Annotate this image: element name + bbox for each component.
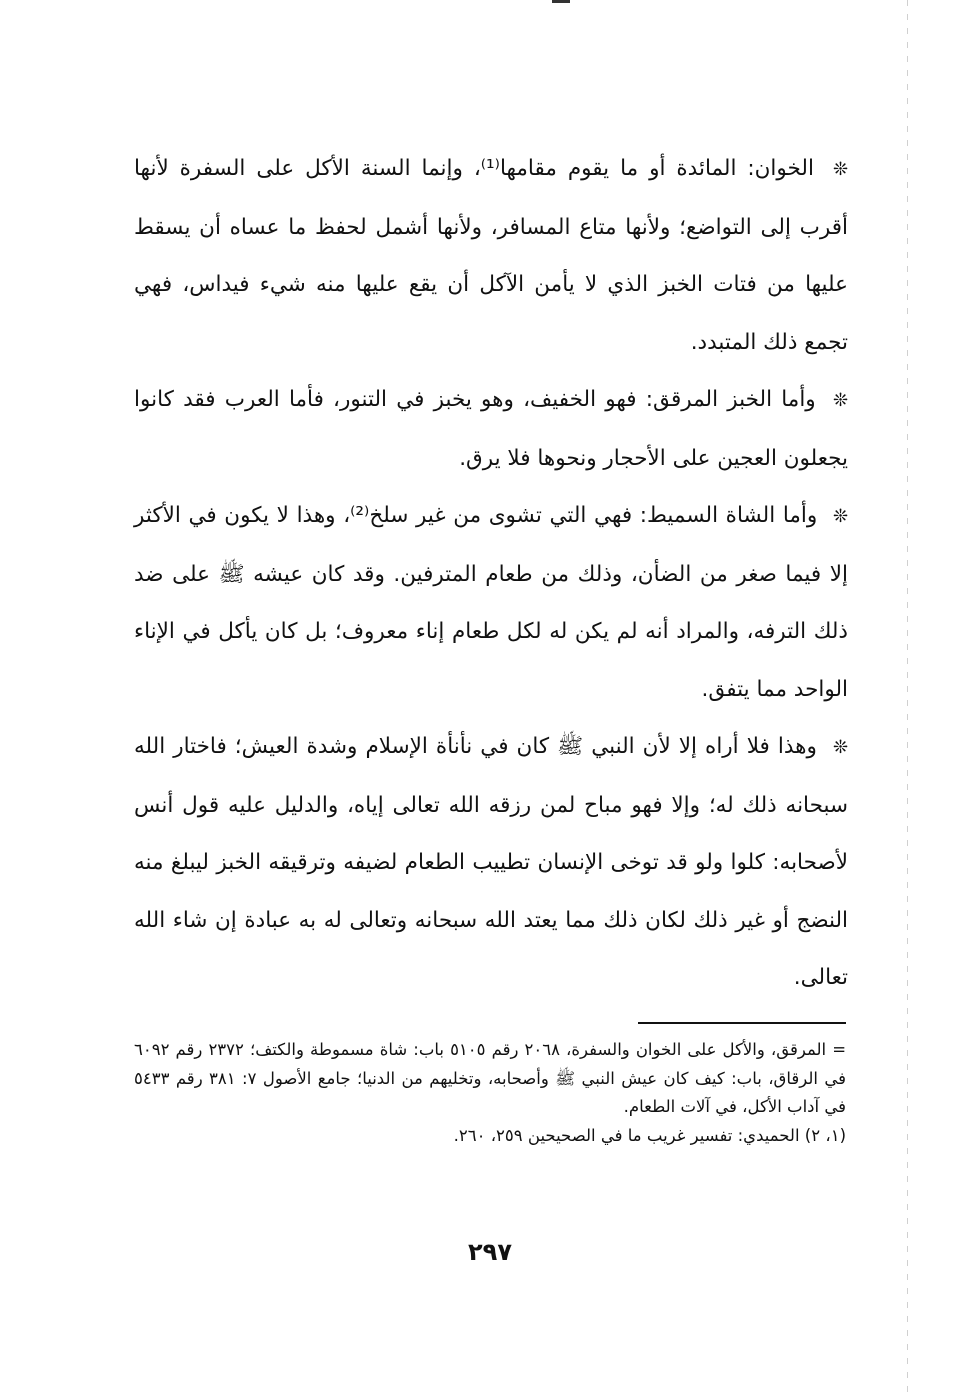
- paragraph-text: وهذا فلا أراه إلا لأن النبي ﷺ كان في نأنأة الإسلام وشدة العيش؛ فاختار الله سبحانه ذلك له؛ وإلا فهو مباح لمن رزقه الله تعالى إياه، والدليل عليه قول أنس لأصحابه: كلوا ولو قد توخى الإنسان تطييب الطعام لضيفه وترقيقه الخبز ليبلغ منه النضج أو غير ذلك لكان ذلك مما يعتد الله سبحانه وتعالى له به عبادة إن شاء الله تعالى.: [134, 734, 848, 990]
- footnote-continuation: = المرقق، والأكل على الخوان والسفرة، ٢٠٦٨ رقم ٥١٠٥ باب: شاة مسموطة والكتف؛ ٢٣٧٢ رقم ٦٠٩٢ في الرقاق، باب: كيف كان عيش النبي ﷺ وأصحابه، وتخليهم من الدنيا؛ جامع الأصول ٧: ٣٨١ رقم ٥٤٣٣ في آداب الأكل، في آلات الطعام.: [134, 1040, 847, 1116]
- paragraph-marker: ❊: [832, 506, 848, 527]
- paragraph-khiwan: [134, 140, 848, 371]
- paragraph-samit: [134, 487, 848, 718]
- paragraph-marker: ❊: [832, 737, 848, 758]
- paragraph-conclusion: [134, 718, 848, 1007]
- paragraph-text: الخوان: المائدة أو ما يقوم مقامها⁽¹⁾، وإنما السنة الأكل على السفرة لأنها أقرب إلى التواضع؛ ولأنها متاع المسافر، ولأنها أشمل لحفظ ما عساه أن يسقط عليها من فتات الخبز الذي لا يأمن الآكل أن يقع عليها منه شيء فيداس، فهي تجمع ذلك المتبدد.: [134, 156, 848, 355]
- paragraph-marker: ❊: [832, 159, 848, 180]
- page-edge-line: [907, 0, 908, 1394]
- page-number: ٢٩٧: [468, 1238, 512, 1266]
- scan-mark: [552, 0, 570, 3]
- paragraph-marker: ❊: [832, 390, 849, 411]
- main-text: [134, 140, 848, 1007]
- footnote-divider: [638, 1022, 846, 1024]
- footnote-1-2: (١، ٢) الحميدي: تفسير غريب ما في الصحيحين ٢٥٩، ٢٦٠.: [453, 1125, 846, 1145]
- paragraph-text: وأما الشاة السميط: فهي التي تشوى من غير سلخ⁽²⁾، وهذا لا يكون في الأكثر إلا فيما صغر من الضأن، وذلك من طعام المترفين. وقد كان عيشه ﷺ على ضد ذلك الترفه، والمراد أنه لم يكن له لكل طعام إناء معروف؛ بل كان يأكل في الإناء الواحد مما يتفق.: [134, 503, 848, 702]
- footnotes: [134, 1036, 846, 1150]
- paragraph-muraqqaq: [134, 371, 848, 487]
- paragraph-text: وأما الخبز المرقق: فهو الخفيف، وهو يخبز في التنور، فأما العرب فقد كانوا يجعلون العجين على الأحجار ونحوها فلا يرق.: [134, 387, 848, 471]
